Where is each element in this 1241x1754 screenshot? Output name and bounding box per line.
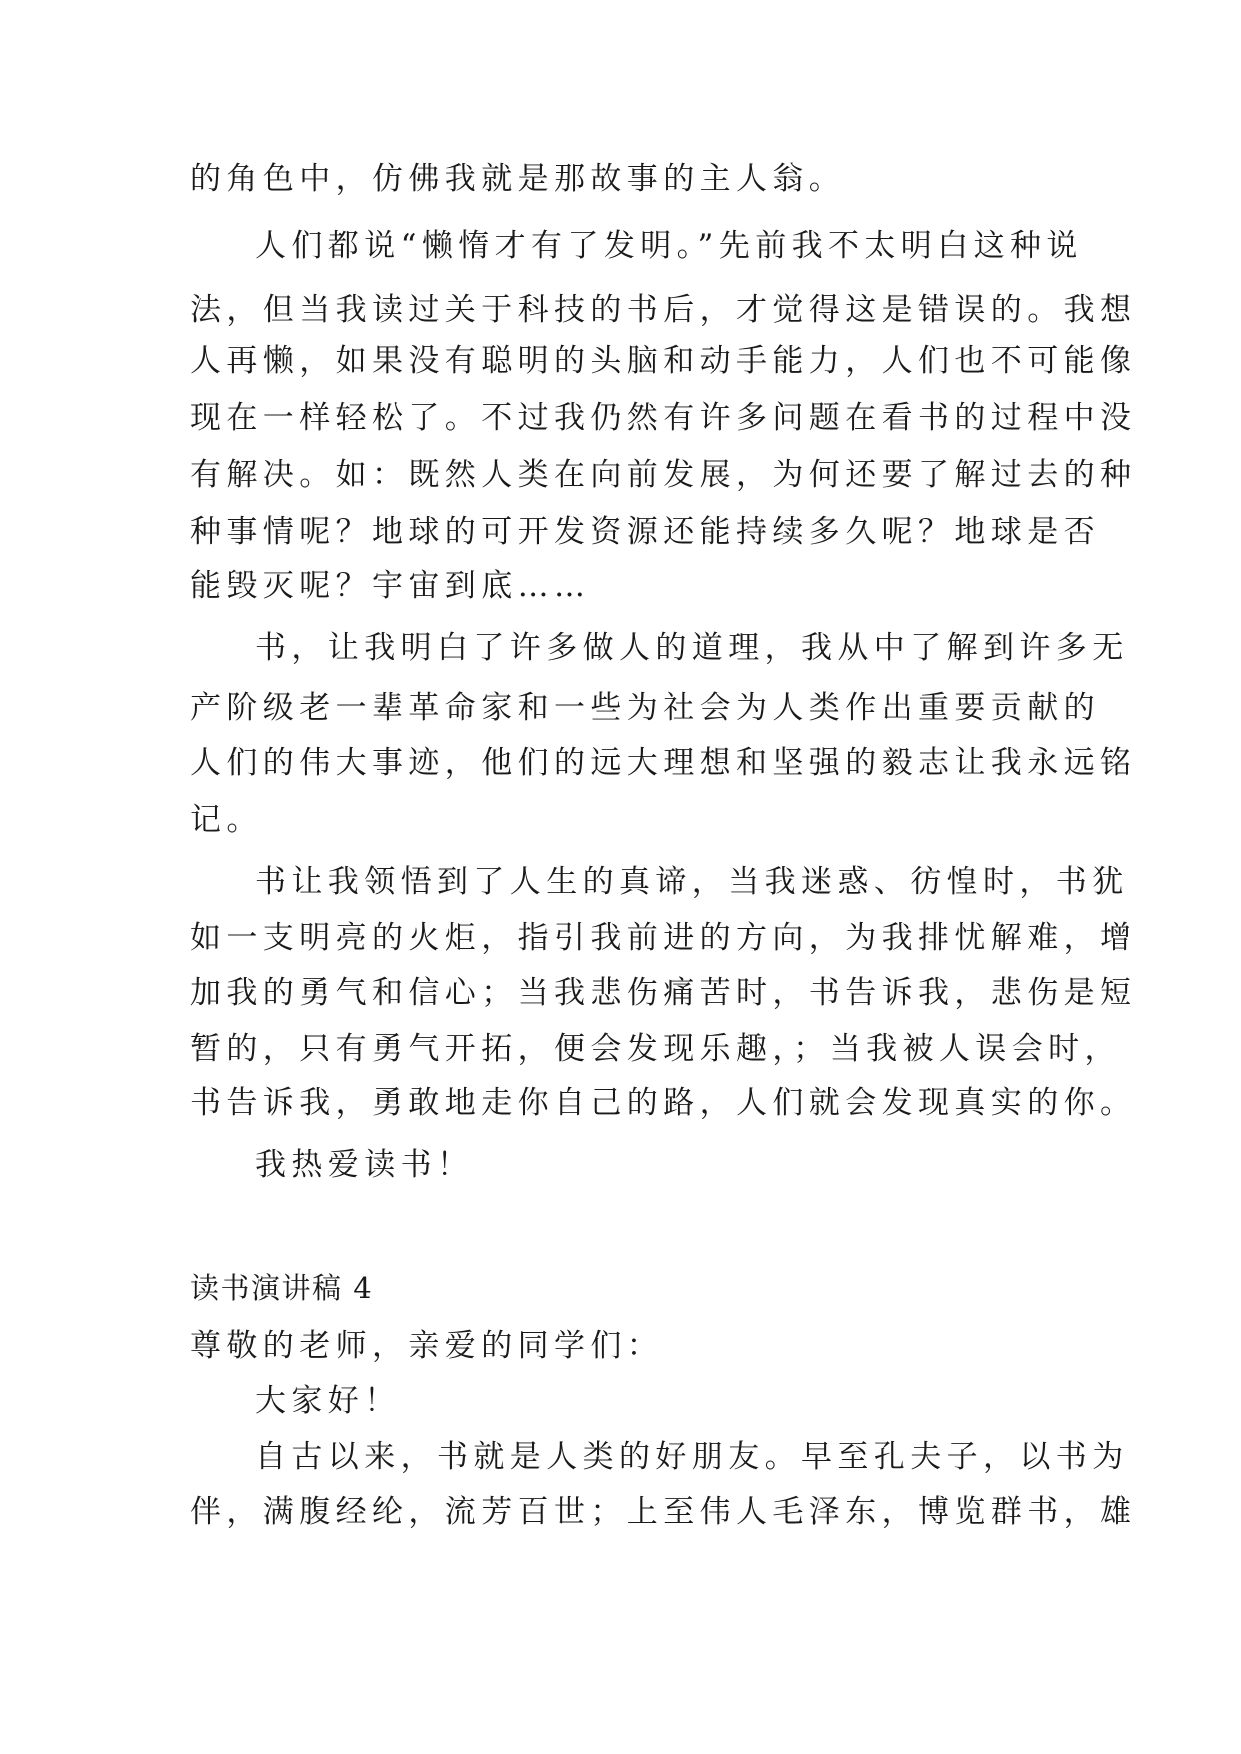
paragraph-first-line: 人们都说“懒惰才有了发明。”先前我不太明白这种说: [255, 228, 1083, 264]
text-line: 伴，满腹经纶，流芳百世；上至伟人毛泽东，博览群书，雄: [190, 1494, 1137, 1530]
text-line: 记。: [190, 802, 263, 838]
text-line: 种事情呢？地球的可开发资源还能持续多久呢？地球是否: [190, 514, 1100, 550]
text-line: 书告诉我，勇敢地走你自己的路，人们就会发现真实的你。: [190, 1085, 1137, 1121]
text-line: 加我的勇气和信心；当我悲伤痛苦时，书告诉我，悲伤是短: [190, 975, 1137, 1011]
text-line: 现在一样轻松了。不过我仍然有许多问题在看书的过程中没: [190, 400, 1137, 436]
text-line: 的角色中，仿佛我就是那故事的主人翁。: [190, 161, 846, 197]
text-line: 法，但当我读过关于科技的书后，才觉得这是错误的。我想: [190, 292, 1137, 328]
section-heading: 读书演讲稿 4: [190, 1271, 374, 1305]
text-line: 能毁灭呢？宇宙到底……: [190, 568, 591, 604]
paragraph-first-line: 我热爱读书！: [255, 1147, 474, 1183]
text-line: 人们的伟大事迹，他们的远大理想和坚强的毅志让我永远铭: [190, 745, 1137, 781]
text-line: 暂的，只有勇气开拓，便会发现乐趣，；当我被人误会时，: [190, 1031, 1121, 1067]
salutation: 尊敬的老师，亲爱的同学们：: [190, 1328, 664, 1364]
text-line: 有解决。如：既然人类在向前发展，为何还要了解过去的种: [190, 457, 1137, 493]
paragraph-first-line: 书，让我明白了许多做人的道理，我从中了解到许多无: [255, 630, 1129, 666]
text-line: 如一支明亮的火炬，指引我前进的方向，为我排忧解难，增: [190, 920, 1137, 956]
text-line: 人再懒，如果没有聪明的头脑和动手能力，人们也不可能像: [190, 343, 1137, 379]
greeting: 大家好！: [255, 1383, 401, 1419]
paragraph-first-line: 自古以来，书就是人类的好朋友。早至孔夫子，以书为: [255, 1439, 1129, 1475]
text-line: 产阶级老一辈革命家和一些为社会为人类作出重要贡献的: [190, 690, 1100, 726]
paragraph-first-line: 书让我领悟到了人生的真谛，当我迷惑、彷惶时，书犹: [255, 864, 1129, 900]
